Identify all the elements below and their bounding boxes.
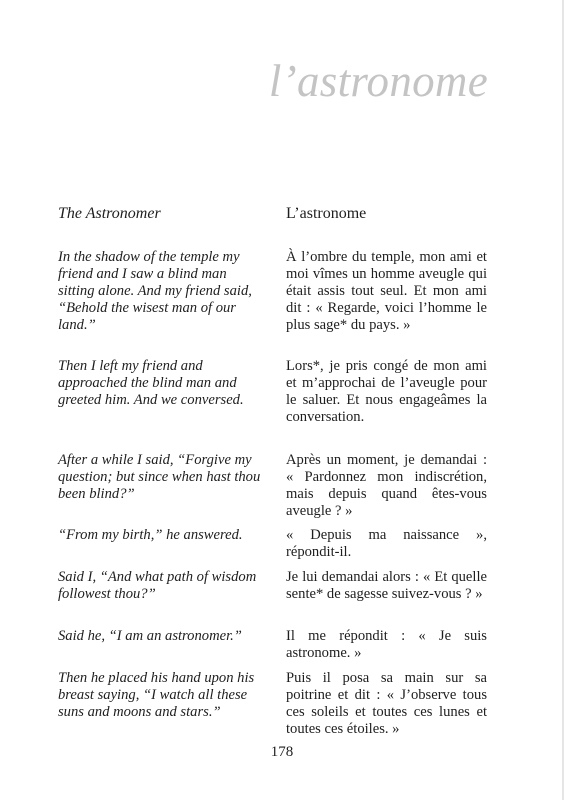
french-passage-7: Puis il posa sa main sur sa poitrine et dit : « J’observe tous ces soleils et toutes ces lunes et toutes ces étoiles. »	[286, 670, 487, 737]
french-passage-6: Il me répondit : « Je suis astronome. »	[286, 628, 487, 661]
english-passage-7: Then he placed his hand upon his breast saying, “I watch all these suns and moons and stars.”	[58, 670, 255, 720]
french-passage-2: Lors*, je pris congé de mon ami et m’approchai de l’aveugle pour le saluer. Et nous engageâmes la conversation.	[286, 358, 487, 425]
english-passage-6: Said he, “I am an astronomer.”	[58, 628, 242, 644]
french-passage-5: Je lui demandai alors : « Et quelle sente* de sagesse suivez-vous ? »	[286, 569, 487, 602]
chapter-title: l’astronome	[268, 56, 488, 106]
english-heading: The Astronomer	[58, 205, 161, 222]
french-passage-1: À l’ombre du temple, mon ami et moi vîmes un homme aveugle qui était assis tout seul. Et mon ami dit : « Regarde, voici l’homme le plus sage* du pays. »	[286, 249, 487, 333]
english-passage-2: Then I left my friend and approached the blind man and greeted him. And we conversed.	[58, 358, 244, 408]
english-passage-5: Said I, “And what path of wisdom followest thou?”	[58, 569, 257, 602]
english-passage-1: In the shadow of the temple my friend and I saw a blind man sitting alone. And my friend said, “Behold the wisest man of our land.”	[58, 249, 252, 333]
french-heading: L’astronome	[286, 205, 367, 222]
english-passage-4: “From my birth,” he answered.	[58, 527, 243, 543]
page-number: 178	[270, 744, 294, 760]
french-passage-4: « Depuis ma naissance », répondit-il.	[286, 527, 487, 560]
english-passage-3: After a while I said, “Forgive my question; but since when hast thou been blind?”	[58, 452, 261, 502]
french-passage-3: Après un moment, je demandai : « Pardonnez mon indiscrétion, mais depuis quand êtes-vous aveugle ? »	[286, 452, 487, 519]
